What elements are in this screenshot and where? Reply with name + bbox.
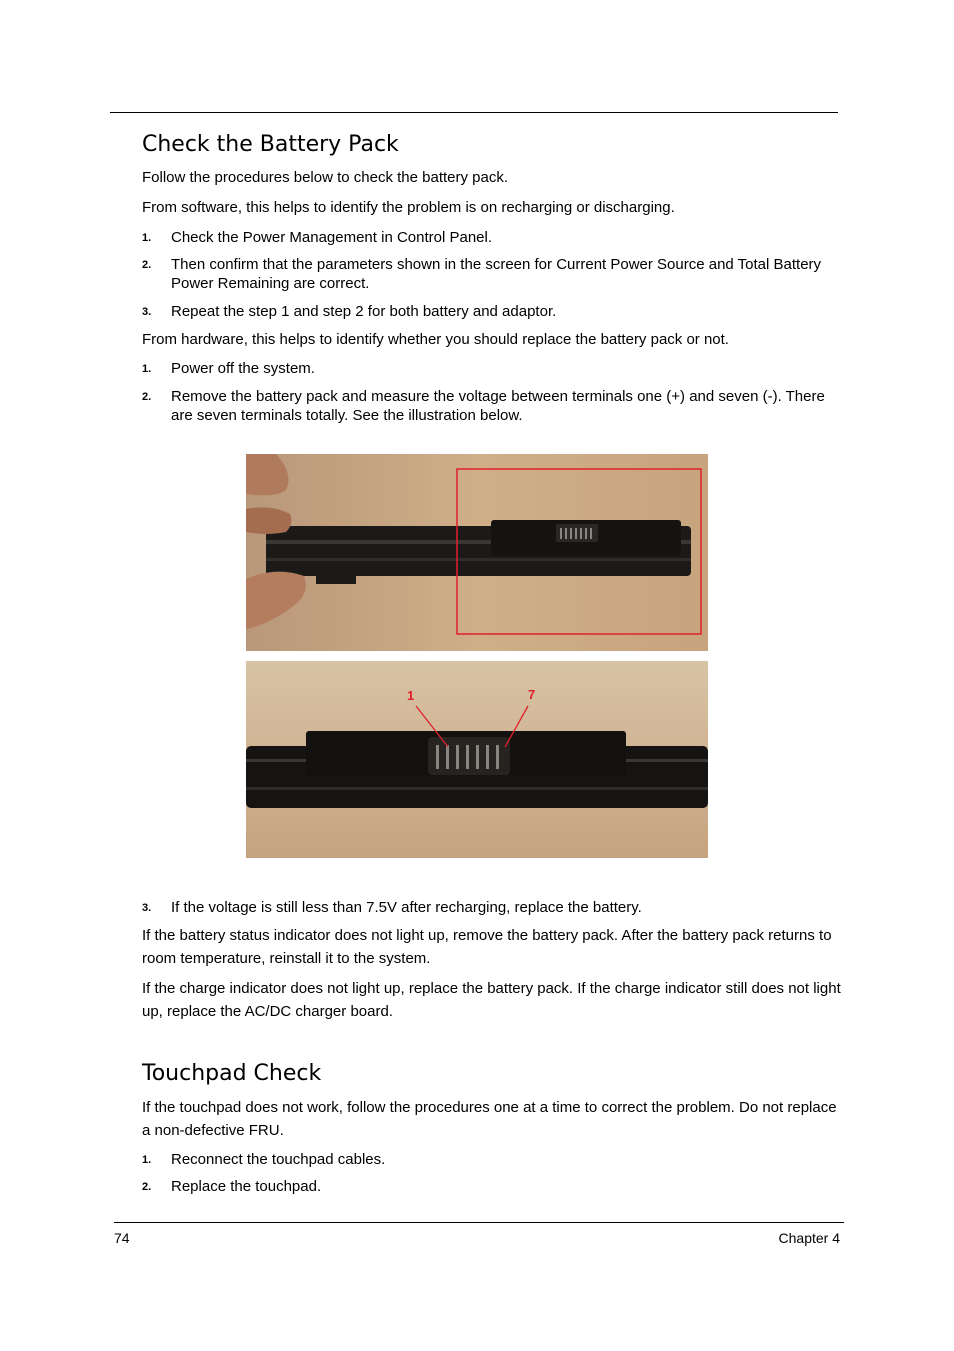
terminal-label-one: 1 [407, 688, 415, 703]
list-number: 2. [142, 259, 152, 271]
list-text: Then confirm that the parameters shown in the screen for Current Power Source and Total Battery Power Remaining are correct. [171, 256, 822, 292]
charge-indicator-paragraph: If the charge indicator does not light up, replace the battery pack. If the charge indicator still does not light up, replace the AC/DC charger board. [142, 980, 841, 1020]
list-number: 1. [142, 363, 152, 375]
list-text: Remove the battery pack and measure the voltage between terminals one (+) and seven (-). There are seven terminals totally. See the illustration below. [171, 388, 825, 424]
list-text: If the voltage is still less than 7.5V after recharging, replace the battery. [171, 899, 642, 916]
list-number: 3. [142, 306, 152, 318]
page-number: 74 [114, 1230, 130, 1246]
hardware-intro: From hardware, this helps to identify whether you should replace the battery pack or not. [142, 331, 729, 348]
software-intro: From software, this helps to identify the problem is on recharging or discharging. [142, 199, 675, 216]
chapter-label: Chapter 4 [778, 1230, 840, 1246]
list-text: Replace the touchpad. [171, 1178, 322, 1195]
list-text: Power off the system. [171, 360, 315, 377]
list-text: Reconnect the touchpad cables. [171, 1151, 386, 1168]
section-title-touchpad: Touchpad Check [142, 1061, 322, 1086]
section-title-battery: Check the Battery Pack [142, 132, 399, 157]
terminal-label-seven: 7 [528, 687, 536, 702]
header-rule [110, 112, 838, 113]
battery-photo-overview [246, 454, 708, 651]
battery-photo-terminals [246, 661, 708, 858]
battery-intro: Follow the procedures below to check the battery pack. [142, 169, 509, 186]
list-text: Repeat the step 1 and step 2 for both battery and adaptor. [171, 303, 557, 320]
list-number: 2. [142, 391, 152, 403]
list-number: 1. [142, 1154, 152, 1166]
footer-rule [114, 1222, 844, 1223]
list-number: 2. [142, 1181, 152, 1193]
list-text: Check the Power Management in Control Panel. [171, 229, 493, 246]
touchpad-intro: If the touchpad does not work, follow the procedures one at a time to correct the problem. Do not replace a non-defective FRU. [142, 1099, 837, 1139]
battery-status-paragraph: If the battery status indicator does not light up, remove the battery pack. After the battery pack returns to room temperature, reinstall it to the system. [142, 927, 832, 967]
list-number: 3. [142, 902, 152, 914]
list-number: 1. [142, 232, 152, 244]
